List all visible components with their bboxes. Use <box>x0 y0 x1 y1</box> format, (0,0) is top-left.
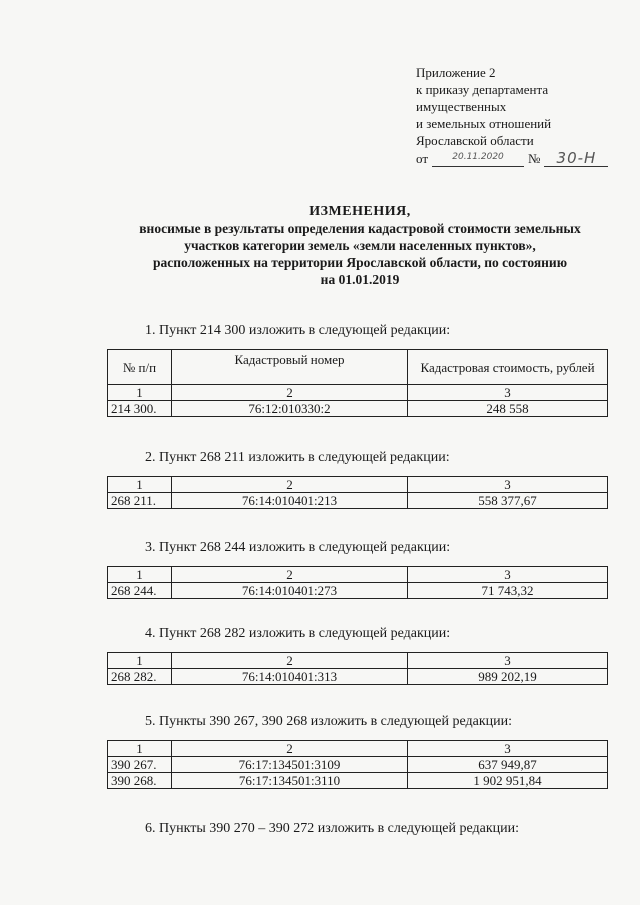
row-number: 268 282. <box>108 669 172 685</box>
table-row <box>108 401 608 417</box>
row-cadastral-value: 248 558 <box>408 401 608 417</box>
table-index-row <box>108 567 608 583</box>
title-line: участков категории земель «земли населенных пунктов», <box>184 238 536 253</box>
header-number: № п/п <box>108 350 172 385</box>
index-cell: 1 <box>108 385 172 401</box>
section-1 <box>107 322 607 417</box>
row-cadastral-value: 71 743,32 <box>408 583 608 599</box>
index-cell: 1 <box>108 653 172 669</box>
cadastral-table <box>107 740 608 789</box>
row-cadastral-number: 76:14:010401:313 <box>172 669 408 685</box>
index-cell: 2 <box>172 385 408 401</box>
section-caption: 3. Пункт 268 244 изложить в следующей редакции: <box>145 540 451 555</box>
cadastral-table <box>107 566 608 599</box>
section-caption: 2. Пункт 268 211 изложить в следующей редакции: <box>145 450 450 465</box>
row-number: 268 244. <box>108 583 172 599</box>
index-cell: 1 <box>108 477 172 493</box>
title-line: на 01.01.2019 <box>320 272 400 287</box>
row-cadastral-number: 76:17:134501:3110 <box>172 773 408 789</box>
table-index-row <box>108 653 608 669</box>
row-cadastral-value: 1 902 951,84 <box>408 773 608 789</box>
appendix-line: имущественных <box>416 99 507 114</box>
section-caption: 6. Пункты 390 270 – 390 272 изложить в следующей редакции: <box>145 821 520 836</box>
from-label: от <box>416 151 429 166</box>
index-cell: 1 <box>108 741 172 757</box>
table-index-row <box>108 477 608 493</box>
index-cell: 3 <box>408 741 608 757</box>
order-signature-line <box>416 150 626 167</box>
row-cadastral-number: 76:17:134501:3109 <box>172 757 408 773</box>
row-number: 390 268. <box>108 773 172 789</box>
table-index-row <box>108 385 608 401</box>
order-number-handwritten: 30-Н <box>544 151 608 167</box>
index-cell: 2 <box>172 653 408 669</box>
row-number: 214 300. <box>108 401 172 417</box>
row-number: 390 267. <box>108 757 172 773</box>
row-cadastral-value: 637 949,87 <box>408 757 608 773</box>
table-row <box>108 583 608 599</box>
table-row <box>108 757 608 773</box>
row-number: 268 211. <box>108 493 172 509</box>
number-label: № <box>528 151 541 166</box>
header-cadastral-number: Кадастровый номер <box>172 350 408 385</box>
index-cell: 3 <box>408 567 608 583</box>
section-5 <box>107 713 607 789</box>
row-cadastral-number: 76:12:010330:2 <box>172 401 408 417</box>
index-cell: 3 <box>408 477 608 493</box>
row-cadastral-number: 76:14:010401:273 <box>172 583 408 599</box>
row-cadastral-value: 989 202,19 <box>408 669 608 685</box>
appendix-line: Приложение 2 <box>416 65 496 80</box>
section-caption: 4. Пункт 268 282 изложить в следующей редакции: <box>145 626 451 641</box>
index-cell: 2 <box>172 567 408 583</box>
index-cell: 3 <box>408 653 608 669</box>
order-date-handwritten: 20.11.2020 <box>432 151 524 167</box>
title-heading: ИЗМЕНЕНИЯ, <box>309 204 411 219</box>
title-line: вносимые в результаты определения кадастровой стоимости земельных <box>139 221 581 236</box>
appendix-line: к приказу департамента <box>416 82 549 97</box>
appendix-line: и земельных отношений <box>416 116 552 131</box>
index-cell: 2 <box>172 741 408 757</box>
row-cadastral-number: 76:14:010401:213 <box>172 493 408 509</box>
cadastral-table <box>107 349 608 417</box>
index-cell: 3 <box>408 385 608 401</box>
appendix-block <box>416 64 626 167</box>
row-cadastral-value: 558 377,67 <box>408 493 608 509</box>
table-row <box>108 669 608 685</box>
section-4 <box>107 625 607 685</box>
table-row <box>108 493 608 509</box>
section-caption: 5. Пункты 390 267, 390 268 изложить в следующей редакции: <box>145 714 513 729</box>
cadastral-table <box>107 476 608 509</box>
cadastral-table <box>107 652 608 685</box>
section-2 <box>107 449 607 509</box>
table-index-row <box>108 741 608 757</box>
document-title <box>100 203 620 288</box>
index-cell: 2 <box>172 477 408 493</box>
section-3 <box>107 539 607 599</box>
section-caption: 1. Пункт 214 300 изложить в следующей редакции: <box>145 323 451 338</box>
table-header-row <box>108 350 608 385</box>
table-row <box>108 773 608 789</box>
index-cell: 1 <box>108 567 172 583</box>
section-6 <box>107 820 607 847</box>
appendix-line: Ярославской области <box>416 133 534 148</box>
title-line: расположенных на территории Ярославской области, по состоянию <box>152 255 568 270</box>
header-cadastral-value: Кадастровая стоимость, рублей <box>408 350 608 385</box>
